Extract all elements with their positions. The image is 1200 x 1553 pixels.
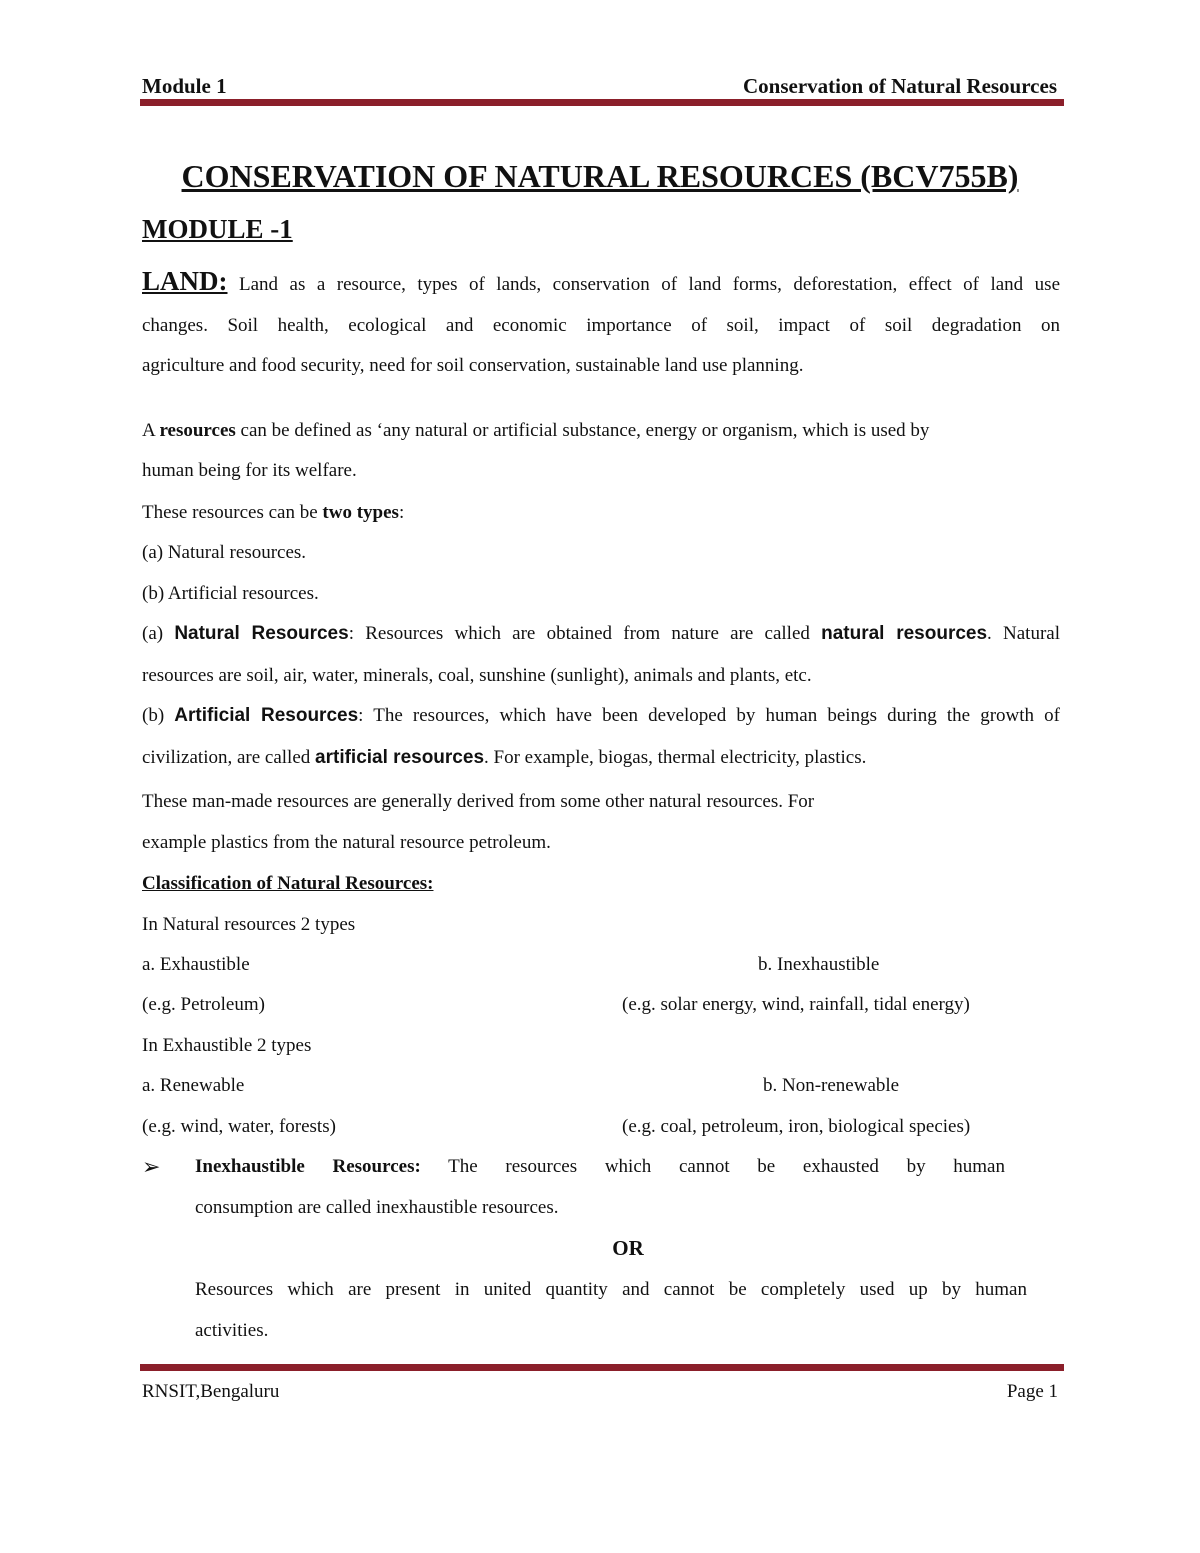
header-title: Conservation of Natural Resources [743,74,1057,98]
bullet-arrow-icon: ➢ [142,1154,161,1179]
inexhaustible-def-label: Inexhaustible Resources: [195,1156,421,1177]
natural-prefix: (a) [142,623,175,644]
header-module: Module 1 [142,74,227,98]
natural-tail: . Natural [987,623,1060,644]
land-line-3: agriculture and food security, need for soil conservation, sustainable land use planning. [142,355,804,376]
land-line-2: changes. Soil health, ecological and economic importance of soil, impact of soil degradation on [142,315,1060,336]
natural-line-1 [142,623,1060,645]
natural-label: Natural Resources [174,623,349,644]
definition-bold: resources [159,420,236,441]
artificial-line-1 [142,705,1060,727]
type-b: (b) Artificial resources. [142,583,319,604]
definition-post: can be defined as ‘any natural or artificial substance, energy or organism, which is used by [235,420,930,441]
or-separator: OR [612,1236,644,1260]
inexhaustible-example: (e.g. solar energy, wind, rainfall, tidal energy) [622,994,970,1015]
artificial-prefix: (b) [142,705,175,726]
footer-institution: RNSIT,Bengaluru [142,1381,280,1402]
artificial-label: Artificial Resources [174,705,359,726]
exhaustible-intro: In Exhaustible 2 types [142,1035,312,1056]
renewable-example: (e.g. wind, water, forests) [142,1116,336,1137]
inexhaustible-def-text: The resources which cannot be exhausted by human [448,1156,1005,1177]
land-text-1: Land as a resource, types of lands, conservation of land forms, deforestation, effect of land use [239,274,1060,295]
footer-page-number: Page 1 [1006,1381,1058,1402]
types-line [142,502,404,524]
artificial-line2-pre: civilization, are called [142,747,316,768]
nonrenewable-label: b. Non-renewable [763,1075,900,1096]
classification-intro: In Natural resources 2 types [142,914,356,935]
natural-line-2: resources are soil, air, water, minerals, coal, sunshine (sunlight), animals and plants, etc. [142,665,812,686]
artificial-line-2 [142,747,866,769]
types-pre: These resources can be [142,502,323,523]
alt-def-line-2: activities. [195,1320,269,1341]
renewable-label: a. Renewable [142,1075,245,1096]
footer-rule [140,1364,1064,1371]
header-rule [140,99,1064,106]
land-label: LAND: [142,266,228,296]
definition-line-1 [142,420,929,442]
inexhaustible-label: b. Inexhaustible [758,954,880,975]
manmade-line-2: example plastics from the natural resource petroleum. [142,832,551,853]
exhaustible-label: a. Exhaustible [142,954,250,975]
definition-pre: A [142,420,160,441]
natural-bold: natural resources [821,623,988,644]
types-bold: two types [322,502,399,523]
artificial-line2-post: . For example, biogas, thermal electricity, plastics. [484,747,867,768]
land-line-1 [142,266,1060,297]
exhaustible-example: (e.g. Petroleum) [142,994,265,1015]
artificial-text: : The resources, which have been developed by human beings during the growth of [358,705,1060,726]
manmade-line-1: These man-made resources are generally derived from some other natural resources. For [142,791,815,812]
natural-text: : Resources which are obtained from nature are called [348,623,822,644]
document-title: CONSERVATION OF NATURAL RESOURCES (BCV755B) [181,158,1019,194]
type-a: (a) Natural resources. [142,542,307,563]
types-post: : [398,502,405,523]
inexhaustible-line-1 [195,1156,1005,1178]
module-heading: MODULE -1 [142,214,293,244]
classification-heading: Classification of Natural Resources: [142,873,434,894]
definition-line-2: human being for its welfare. [142,460,357,481]
nonrenewable-example: (e.g. coal, petroleum, iron, biological species) [622,1116,971,1137]
alt-def-line-1: Resources which are present in united quantity and cannot be completely used up by human [195,1279,1027,1300]
inexhaustible-line-2: consumption are called inexhaustible resources. [195,1197,559,1218]
artificial-line2-bold: artificial resources [315,747,485,768]
